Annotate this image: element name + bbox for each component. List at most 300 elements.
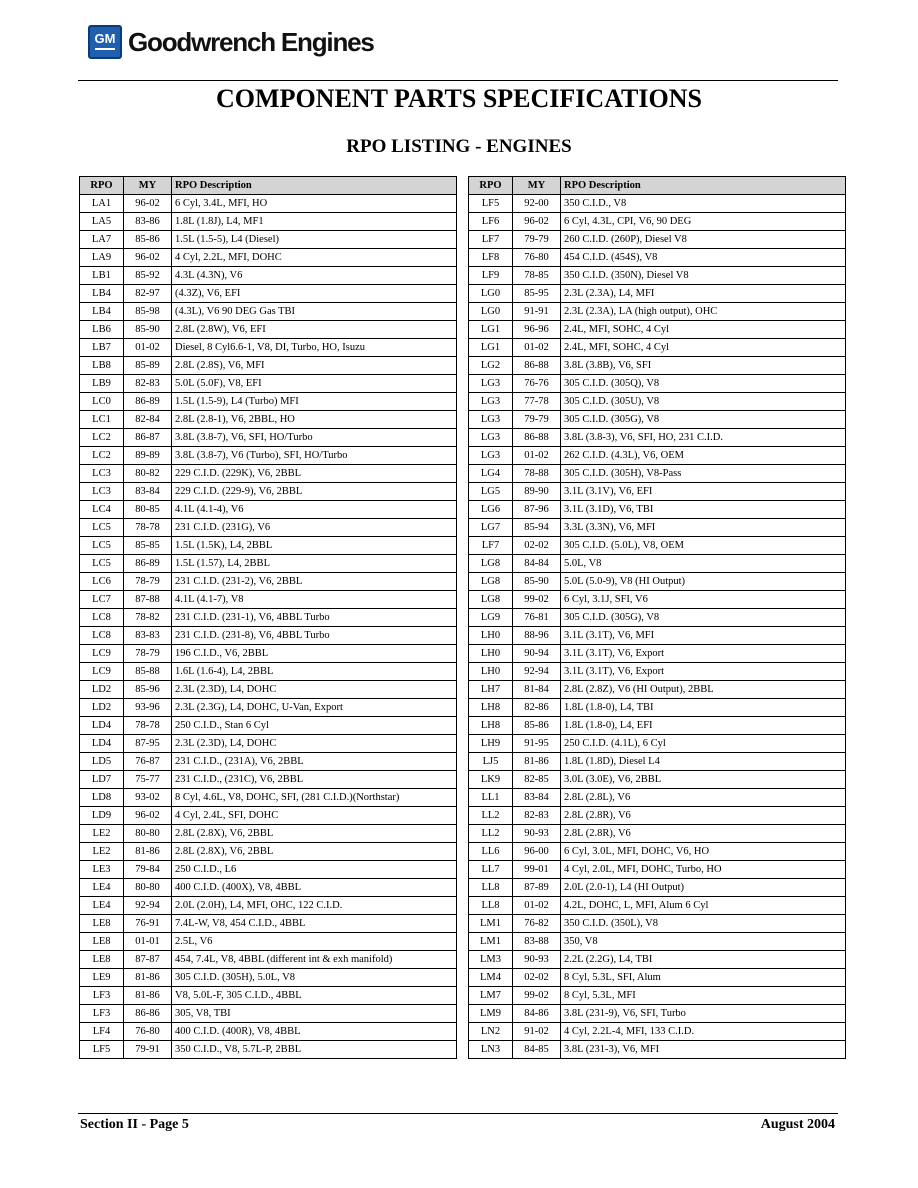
rpo-code-cell: LC1	[80, 411, 124, 429]
rpo-description-cell: 1.8L (1.8-0), L4, TBI	[561, 699, 846, 717]
model-year-cell: 75-77	[124, 771, 172, 789]
model-year-cell: 92-94	[513, 663, 561, 681]
table-row	[469, 483, 846, 501]
model-year-cell: 76-91	[124, 915, 172, 933]
table-row	[469, 231, 846, 249]
rpo-code-cell: LC2	[80, 447, 124, 465]
rpo-description-cell: 2.8L (2.8L), V6	[561, 789, 846, 807]
table-row	[469, 753, 846, 771]
table-row	[80, 717, 457, 735]
table-header-row	[80, 177, 457, 195]
model-year-cell: 92-00	[513, 195, 561, 213]
rpo-description-cell: 250 C.I.D., L6	[172, 861, 457, 879]
table-row	[80, 465, 457, 483]
rpo-code-cell: LH8	[469, 699, 513, 717]
rpo-code-cell: LM9	[469, 1005, 513, 1023]
table-row	[469, 825, 846, 843]
rpo-description-cell: 2.3L (2.3A), LA (high output), OHC	[561, 303, 846, 321]
rpo-code-cell: LG9	[469, 609, 513, 627]
rpo-description-cell: 231 C.I.D., (231A), V6, 2BBL	[172, 753, 457, 771]
rpo-code-cell: LE4	[80, 897, 124, 915]
model-year-cell: 83-83	[124, 627, 172, 645]
rpo-description-cell: 305 C.I.D. (5.0L), V8, OEM	[561, 537, 846, 555]
rpo-description-cell: 250 C.I.D. (4.1L), 6 Cyl	[561, 735, 846, 753]
table-row	[469, 429, 846, 447]
table-row	[469, 321, 846, 339]
model-year-cell: 82-83	[513, 807, 561, 825]
rpo-code-cell: LG3	[469, 393, 513, 411]
rpo-code-cell: LL2	[469, 807, 513, 825]
rpo-description-cell: 454 C.I.D. (454S), V8	[561, 249, 846, 267]
footer-date: August 2004	[760, 1117, 835, 1132]
rpo-description-cell: 305 C.I.D. (305G), V8	[561, 411, 846, 429]
rpo-description-cell: 2.0L (2.0-1), L4 (HI Output)	[561, 879, 846, 897]
model-year-cell: 01-02	[513, 897, 561, 915]
table-row	[80, 213, 457, 231]
table-row	[469, 573, 846, 591]
table-row	[80, 411, 457, 429]
rpo-code-cell: LG3	[469, 375, 513, 393]
table-row	[469, 861, 846, 879]
model-year-cell: 78-82	[124, 609, 172, 627]
rpo-code-cell: LC6	[80, 573, 124, 591]
model-year-cell: 83-86	[124, 213, 172, 231]
model-year-cell: 80-85	[124, 501, 172, 519]
rpo-description-cell: 260 C.I.D. (260P), Diesel V8	[561, 231, 846, 249]
model-year-cell: 85-86	[513, 717, 561, 735]
model-year-cell: 84-84	[513, 555, 561, 573]
table-row	[80, 789, 457, 807]
model-year-cell: 87-88	[124, 591, 172, 609]
model-year-cell: 81-84	[513, 681, 561, 699]
column-header-my: MY	[513, 177, 561, 195]
rpo-code-cell: LM1	[469, 933, 513, 951]
rpo-code-cell: LE2	[80, 825, 124, 843]
rpo-code-cell: LA7	[80, 231, 124, 249]
rpo-code-cell: LG6	[469, 501, 513, 519]
rpo-code-cell: LF4	[80, 1023, 124, 1041]
rpo-description-cell: 350 C.I.D. (350L), V8	[561, 915, 846, 933]
table-row	[469, 717, 846, 735]
rpo-description-cell: 4 Cyl, 2.2L, MFI, DOHC	[172, 249, 457, 267]
table-row	[80, 645, 457, 663]
rpo-description-cell: 5.0L (5.0F), V8, EFI	[172, 375, 457, 393]
model-year-cell: 91-95	[513, 735, 561, 753]
rpo-description-cell: 2.2L (2.2G), L4, TBI	[561, 951, 846, 969]
table-row	[469, 465, 846, 483]
model-year-cell: 76-80	[124, 1023, 172, 1041]
rpo-code-cell: LM7	[469, 987, 513, 1005]
model-year-cell: 79-79	[513, 231, 561, 249]
rpo-code-cell: LL6	[469, 843, 513, 861]
model-year-cell: 87-96	[513, 501, 561, 519]
rpo-code-cell: LG4	[469, 465, 513, 483]
table-row	[80, 249, 457, 267]
rpo-code-cell: LC9	[80, 645, 124, 663]
model-year-cell: 85-89	[124, 357, 172, 375]
model-year-cell: 85-94	[513, 519, 561, 537]
model-year-cell: 89-90	[513, 483, 561, 501]
rpo-description-cell: 305 C.I.D. (305H), 5.0L, V8	[172, 969, 457, 987]
table-row	[469, 213, 846, 231]
model-year-cell: 93-96	[124, 699, 172, 717]
table-row	[469, 807, 846, 825]
rpo-code-cell: LM3	[469, 951, 513, 969]
model-year-cell: 79-84	[124, 861, 172, 879]
table-row	[80, 771, 457, 789]
rpo-code-cell: LC3	[80, 465, 124, 483]
rpo-code-cell: LC9	[80, 663, 124, 681]
table-row	[80, 1023, 457, 1041]
rpo-code-cell: LF7	[469, 537, 513, 555]
rpo-code-cell: LE4	[80, 879, 124, 897]
table-row	[80, 951, 457, 969]
model-year-cell: 88-96	[513, 627, 561, 645]
model-year-cell: 79-79	[513, 411, 561, 429]
table-row	[80, 357, 457, 375]
rpo-description-cell: 2.8L (2.8W), V6, EFI	[172, 321, 457, 339]
table-row	[469, 303, 846, 321]
column-header-rpo: RPO	[469, 177, 513, 195]
rpo-code-cell: LF6	[469, 213, 513, 231]
table-row	[469, 627, 846, 645]
rpo-description-cell: 400 C.I.D. (400X), V8, 4BBL	[172, 879, 457, 897]
rpo-description-cell: 3.8L (231-3), V6, MFI	[561, 1041, 846, 1059]
rpo-code-cell: LG8	[469, 555, 513, 573]
rpo-description-cell: 1.8L (1.8D), Diesel L4	[561, 753, 846, 771]
table-row	[469, 1005, 846, 1023]
rpo-description-cell: 3.0L (3.0E), V6, 2BBL	[561, 771, 846, 789]
rpo-description-cell: 3.8L (3.8B), V6, SFI	[561, 357, 846, 375]
rpo-description-cell: 6 Cyl, 3.1J, SFI, V6	[561, 591, 846, 609]
model-year-cell: 86-89	[124, 393, 172, 411]
model-year-cell: 85-88	[124, 663, 172, 681]
model-year-cell: 76-76	[513, 375, 561, 393]
rpo-code-cell: LL1	[469, 789, 513, 807]
rpo-description-cell: 350, V8	[561, 933, 846, 951]
table-row	[80, 663, 457, 681]
table-row	[469, 267, 846, 285]
table-row	[469, 645, 846, 663]
table-row	[80, 969, 457, 987]
rpo-description-cell: 231 C.I.D. (231-2), V6, 2BBL	[172, 573, 457, 591]
table-row	[469, 195, 846, 213]
gm-logo-icon	[88, 25, 122, 59]
rpo-code-cell: LL2	[469, 825, 513, 843]
table-row	[469, 915, 846, 933]
rpo-description-cell: 305, V8, TBI	[172, 1005, 457, 1023]
table-row	[469, 285, 846, 303]
rpo-code-cell: LE3	[80, 861, 124, 879]
rpo-code-cell: LF7	[469, 231, 513, 249]
column-header-rpo: RPO	[80, 177, 124, 195]
model-year-cell: 96-00	[513, 843, 561, 861]
table-row	[469, 591, 846, 609]
rpo-code-cell: LC2	[80, 429, 124, 447]
rpo-description-cell: 5.0L (5.0-9), V8 (HI Output)	[561, 573, 846, 591]
rpo-code-cell: LL8	[469, 879, 513, 897]
model-year-cell: 83-84	[513, 789, 561, 807]
rpo-description-cell: 2.3L (2.3D), L4, DOHC	[172, 735, 457, 753]
model-year-cell: 01-02	[513, 447, 561, 465]
model-year-cell: 85-98	[124, 303, 172, 321]
rpo-code-cell: LF9	[469, 267, 513, 285]
rpo-description-cell: 6 Cyl, 3.4L, MFI, HO	[172, 195, 457, 213]
brand-name: Goodwrench Engines	[128, 26, 374, 57]
rpo-description-cell: 3.8L (3.8-3), V6, SFI, HO, 231 C.I.D.	[561, 429, 846, 447]
table-row	[80, 753, 457, 771]
rpo-code-cell: LE8	[80, 951, 124, 969]
model-year-cell: 83-84	[124, 483, 172, 501]
model-year-cell: 81-86	[513, 753, 561, 771]
rpo-description-cell: 2.8L (2.8X), V6, 2BBL	[172, 825, 457, 843]
table-row	[469, 375, 846, 393]
table-row	[469, 555, 846, 573]
rpo-description-cell: 305 C.I.D. (305Q), V8	[561, 375, 846, 393]
rpo-code-cell: LE2	[80, 843, 124, 861]
rpo-code-cell: LH9	[469, 735, 513, 753]
table-row	[80, 825, 457, 843]
model-year-cell: 85-85	[124, 537, 172, 555]
rpo-description-cell: V8, 5.0L-F, 305 C.I.D., 4BBL	[172, 987, 457, 1005]
model-year-cell: 83-88	[513, 933, 561, 951]
rpo-description-cell: 4.2L, DOHC, L, MFI, Alum 6 Cyl	[561, 897, 846, 915]
footer-page-label: Section II - Page 5	[80, 1117, 189, 1132]
table-row	[469, 1023, 846, 1041]
table-row	[80, 987, 457, 1005]
rpo-code-cell: LA9	[80, 249, 124, 267]
model-year-cell: 82-85	[513, 771, 561, 789]
model-year-cell: 80-80	[124, 825, 172, 843]
rpo-code-cell: LB1	[80, 267, 124, 285]
table-row	[80, 303, 457, 321]
rpo-code-cell: LF8	[469, 249, 513, 267]
rpo-code-cell: LH8	[469, 717, 513, 735]
rpo-description-cell: 2.4L, MFI, SOHC, 4 Cyl	[561, 321, 846, 339]
rpo-code-cell: LN3	[469, 1041, 513, 1059]
model-year-cell: 86-88	[513, 429, 561, 447]
rpo-description-cell: (4.3Z), V6, EFI	[172, 285, 457, 303]
table-row	[80, 195, 457, 213]
model-year-cell: 02-02	[513, 969, 561, 987]
rpo-code-cell: LF3	[80, 1005, 124, 1023]
model-year-cell: 85-96	[124, 681, 172, 699]
table-row	[80, 537, 457, 555]
model-year-cell: 84-86	[513, 1005, 561, 1023]
model-year-cell: 76-87	[124, 753, 172, 771]
bottom-divider	[78, 1113, 838, 1114]
rpo-description-cell: 3.1L (3.1T), V6, MFI	[561, 627, 846, 645]
rpo-description-cell: 3.8L (3.8-7), V6 (Turbo), SFI, HO/Turbo	[172, 447, 457, 465]
model-year-cell: 81-86	[124, 969, 172, 987]
model-year-cell: 85-90	[124, 321, 172, 339]
table-row	[469, 789, 846, 807]
table-row	[80, 483, 457, 501]
model-year-cell: 79-91	[124, 1041, 172, 1059]
model-year-cell: 80-80	[124, 879, 172, 897]
rpo-code-cell: LF3	[80, 987, 124, 1005]
model-year-cell: 91-91	[513, 303, 561, 321]
rpo-code-cell: LC4	[80, 501, 124, 519]
rpo-description-cell: 3.1L (3.1D), V6, TBI	[561, 501, 846, 519]
table-row	[469, 519, 846, 537]
model-year-cell: 01-02	[124, 339, 172, 357]
model-year-cell: 78-78	[124, 717, 172, 735]
model-year-cell: 78-79	[124, 645, 172, 663]
table-row	[80, 501, 457, 519]
model-year-cell: 85-92	[124, 267, 172, 285]
model-year-cell: 85-86	[124, 231, 172, 249]
rpo-code-cell: LD4	[80, 735, 124, 753]
rpo-description-cell: 229 C.I.D. (229K), V6, 2BBL	[172, 465, 457, 483]
rpo-code-cell: LG3	[469, 411, 513, 429]
model-year-cell: 96-02	[124, 807, 172, 825]
rpo-code-cell: LH0	[469, 645, 513, 663]
table-row	[469, 663, 846, 681]
model-year-cell: 85-95	[513, 285, 561, 303]
table-row	[469, 735, 846, 753]
rpo-description-cell: 1.8L (1.8J), L4, MF1	[172, 213, 457, 231]
model-year-cell: 86-89	[124, 555, 172, 573]
rpo-code-cell: LG7	[469, 519, 513, 537]
rpo-description-cell: 196 C.I.D., V6, 2BBL	[172, 645, 457, 663]
rpo-description-cell: 7.4L-W, V8, 454 C.I.D., 4BBL	[172, 915, 457, 933]
rpo-code-cell: LC0	[80, 393, 124, 411]
rpo-description-cell: 231 C.I.D., (231C), V6, 2BBL	[172, 771, 457, 789]
table-row	[469, 393, 846, 411]
model-year-cell: 96-96	[513, 321, 561, 339]
rpo-description-cell: 350 C.I.D. (350N), Diesel V8	[561, 267, 846, 285]
rpo-description-cell: 2.3L (2.3D), L4, DOHC	[172, 681, 457, 699]
model-year-cell: 86-88	[513, 357, 561, 375]
rpo-code-cell: LC8	[80, 627, 124, 645]
model-year-cell: 82-97	[124, 285, 172, 303]
rpo-code-cell: LL8	[469, 897, 513, 915]
table-row	[80, 609, 457, 627]
rpo-description-cell: 3.1L (3.1V), V6, EFI	[561, 483, 846, 501]
gm-badge-text: GM	[94, 31, 116, 46]
table-row	[469, 879, 846, 897]
rpo-description-cell: 250 C.I.D., Stan 6 Cyl	[172, 717, 457, 735]
rpo-description-cell: 4 Cyl, 2.0L, MFI, DOHC, Turbo, HO	[561, 861, 846, 879]
table-row	[469, 537, 846, 555]
table-row	[80, 1041, 457, 1059]
rpo-code-cell: LG5	[469, 483, 513, 501]
rpo-description-cell: 2.4L, MFI, SOHC, 4 Cyl	[561, 339, 846, 357]
rpo-code-cell: LG0	[469, 303, 513, 321]
rpo-code-cell: LD5	[80, 753, 124, 771]
rpo-code-cell: LL7	[469, 861, 513, 879]
column-header-description: RPO Description	[561, 177, 846, 195]
rpo-code-cell: LB4	[80, 303, 124, 321]
rpo-table-right	[468, 176, 846, 1059]
model-year-cell: 82-86	[513, 699, 561, 717]
model-year-cell: 99-02	[513, 987, 561, 1005]
rpo-description-cell: 231 C.I.D. (231-8), V6, 4BBL Turbo	[172, 627, 457, 645]
rpo-description-cell: 6 Cyl, 4.3L, CPI, V6, 90 DEG	[561, 213, 846, 231]
table-row	[80, 843, 457, 861]
model-year-cell: 90-93	[513, 951, 561, 969]
model-year-cell: 96-02	[124, 195, 172, 213]
rpo-description-cell: (4.3L), V6 90 DEG Gas TBI	[172, 303, 457, 321]
table-row	[469, 969, 846, 987]
rpo-description-cell: 454, 7.4L, V8, 4BBL (different int & exh manifold)	[172, 951, 457, 969]
model-year-cell: 78-78	[124, 519, 172, 537]
rpo-description-cell: 1.8L (1.8-0), L4, EFI	[561, 717, 846, 735]
table-row	[469, 339, 846, 357]
rpo-description-cell: 400 C.I.D. (400R), V8, 4BBL	[172, 1023, 457, 1041]
rpo-code-cell: LB9	[80, 375, 124, 393]
model-year-cell: 78-79	[124, 573, 172, 591]
table-row	[469, 771, 846, 789]
rpo-code-cell: LG3	[469, 447, 513, 465]
rpo-description-cell: 3.8L (231-9), V6, SFI, Turbo	[561, 1005, 846, 1023]
table-row	[469, 699, 846, 717]
table-row	[469, 249, 846, 267]
table-row	[80, 861, 457, 879]
rpo-code-cell: LD2	[80, 681, 124, 699]
model-year-cell: 76-82	[513, 915, 561, 933]
rpo-description-cell: 350 C.I.D., V8, 5.7L-P, 2BBL	[172, 1041, 457, 1059]
table-row	[469, 1041, 846, 1059]
rpo-description-cell: 8 Cyl, 4.6L, V8, DOHC, SFI, (281 C.I.D.)(Northstar)	[172, 789, 457, 807]
rpo-description-cell: 8 Cyl, 5.3L, SFI, Alum	[561, 969, 846, 987]
table-row	[80, 375, 457, 393]
rpo-code-cell: LG8	[469, 591, 513, 609]
rpo-code-cell: LB8	[80, 357, 124, 375]
rpo-code-cell: LC5	[80, 537, 124, 555]
rpo-code-cell: LM4	[469, 969, 513, 987]
table-row	[80, 519, 457, 537]
rpo-description-cell: Diesel, 8 Cyl6.6-1, V8, DI, Turbo, HO, Isuzu	[172, 339, 457, 357]
table-row	[469, 447, 846, 465]
page-title: COMPONENT PARTS SPECIFICATIONS	[216, 84, 702, 113]
model-year-cell: 76-80	[513, 249, 561, 267]
model-year-cell: 85-90	[513, 573, 561, 591]
table-row	[80, 591, 457, 609]
rpo-description-cell: 262 C.I.D. (4.3L), V6, OEM	[561, 447, 846, 465]
rpo-description-cell: 1.6L (1.6-4), L4, 2BBL	[172, 663, 457, 681]
table-row	[80, 231, 457, 249]
rpo-code-cell: LC5	[80, 519, 124, 537]
table-row	[469, 933, 846, 951]
table-row	[80, 573, 457, 591]
rpo-table-left	[79, 176, 457, 1059]
rpo-code-cell: LB7	[80, 339, 124, 357]
rpo-code-cell: LG0	[469, 285, 513, 303]
rpo-code-cell: LM1	[469, 915, 513, 933]
rpo-code-cell: LD9	[80, 807, 124, 825]
rpo-description-cell: 231 C.I.D. (231G), V6	[172, 519, 457, 537]
model-year-cell: 86-86	[124, 1005, 172, 1023]
rpo-code-cell: LH0	[469, 663, 513, 681]
rpo-description-cell: 5.0L, V8	[561, 555, 846, 573]
rpo-description-cell: 4.1L (4.1-7), V8	[172, 591, 457, 609]
rpo-description-cell: 3.3L (3.3N), V6, MFI	[561, 519, 846, 537]
rpo-description-cell: 1.5L (1.57), L4, 2BBL	[172, 555, 457, 573]
model-year-cell: 82-83	[124, 375, 172, 393]
model-year-cell: 82-84	[124, 411, 172, 429]
column-header-my: MY	[124, 177, 172, 195]
rpo-description-cell: 4.3L (4.3N), V6	[172, 267, 457, 285]
model-year-cell: 92-94	[124, 897, 172, 915]
rpo-description-cell: 1.5L (1.5-5), L4 (Diesel)	[172, 231, 457, 249]
model-year-cell: 81-86	[124, 843, 172, 861]
rpo-code-cell: LE9	[80, 969, 124, 987]
table-row	[80, 807, 457, 825]
table-row	[469, 987, 846, 1005]
rpo-description-cell: 2.3L (2.3A), L4, MFI	[561, 285, 846, 303]
